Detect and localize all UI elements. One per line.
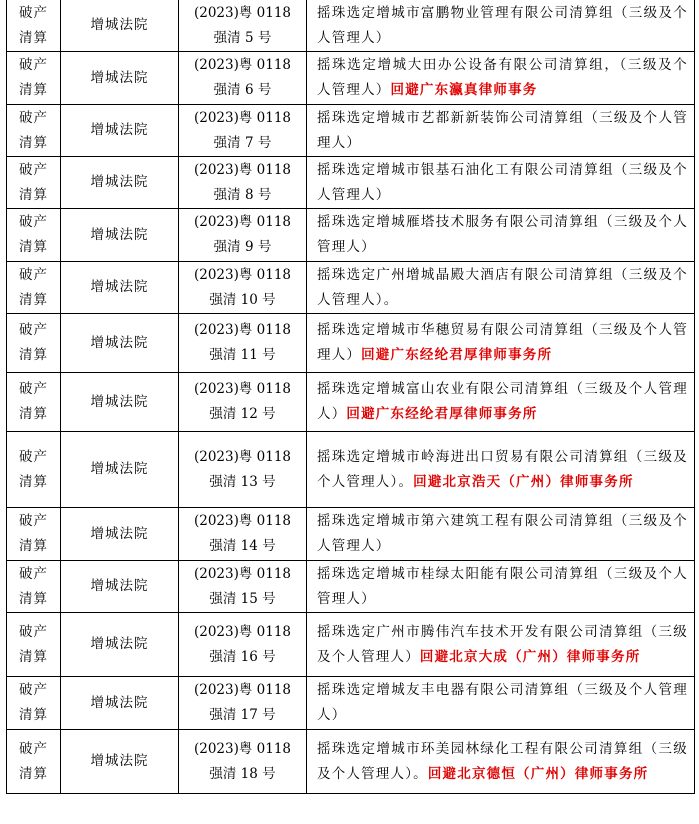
table-row — [7, 52, 695, 105]
selection-text: 摇珠选定增城市第六建筑工程有限公司清算组（三级及个人管理人） — [317, 513, 688, 554]
selection-text: 摇珠选定增城市华穗贸易有限公司清算组（三级及个人管理人） — [317, 322, 688, 363]
description-cell — [307, 157, 695, 209]
description-cell — [307, 373, 695, 432]
case-type-cell — [7, 373, 61, 432]
description-cell — [307, 209, 695, 262]
case-number-text: 强清 14 号 — [209, 538, 276, 554]
description-text — [317, 53, 688, 103]
description-cell — [307, 432, 695, 508]
case-number-text: (2023)粤 0118 — [193, 513, 292, 529]
table-row — [7, 677, 695, 730]
table-row — [7, 508, 695, 561]
case-type-text: 破产 — [19, 448, 48, 465]
case-type-text: 破产 — [19, 161, 48, 178]
case-number-cell — [179, 508, 307, 561]
case-number-text: 强清 13 号 — [209, 473, 276, 490]
description-text — [317, 737, 688, 787]
case-number-cell — [179, 613, 307, 677]
case-type-text: 破产 — [19, 565, 48, 582]
selection-text: 摇珠选定增城市环美园林绿化工程有限公司清算组（三级及个人管理人）。 — [317, 740, 688, 782]
case-type-text: 清算 — [19, 347, 48, 363]
description-text — [317, 445, 688, 495]
selection-text: 摇珠选定增城市富鹏物业管理有限公司清算组（三级及个人管理人） — [317, 4, 688, 46]
case-number-text: (2023)粤 0118 — [193, 57, 292, 73]
description-text — [317, 210, 688, 260]
case-type-cell — [7, 677, 61, 730]
court-cell: 增城法院 — [61, 677, 179, 730]
selection-text: 摇珠选定增城市岭海进出口贸易有限公司清算组（三级及个人管理人）。 — [317, 448, 688, 490]
description-cell — [307, 105, 695, 157]
selection-text: 摇珠选定增城市银基石油化工有限公司清算组（三级及个人管理人） — [317, 161, 688, 203]
case-number-cell — [179, 561, 307, 613]
court-cell: 增城法院 — [61, 373, 179, 432]
description-text — [317, 562, 688, 612]
case-type-cell — [7, 613, 61, 677]
court-cell: 增城法院 — [61, 730, 179, 794]
case-type-text: 破产 — [19, 109, 48, 126]
description-text — [317, 678, 688, 728]
case-type-text: 破产 — [19, 322, 48, 338]
case-type-cell — [7, 262, 61, 314]
case-number-text: 强清 18 号 — [209, 765, 276, 782]
case-number-cell — [179, 314, 307, 373]
court-cell: 增城法院 — [61, 105, 179, 157]
case-type-text: 清算 — [19, 707, 48, 723]
case-number-text: (2023)粤 0118 — [193, 322, 292, 338]
case-number-text: 强清 15 号 — [209, 590, 276, 607]
case-number-cell — [179, 432, 307, 508]
table-row — [7, 613, 695, 677]
case-number-cell — [179, 677, 307, 730]
case-type-cell — [7, 432, 61, 508]
description-text — [317, 158, 688, 208]
table-row — [7, 105, 695, 157]
case-type-text: 清算 — [19, 291, 48, 308]
table-row — [7, 314, 695, 373]
selection-text: 摇珠选定增城市桂绿太阳能有限公司清算组（三级及个人管理人） — [317, 565, 688, 607]
description-cell — [307, 730, 695, 794]
case-number-text: (2023)粤 0118 — [193, 109, 292, 126]
recusal-text: 回避北京浩天（广州）律师事务所 — [413, 473, 634, 490]
case-number-text: (2023)粤 0118 — [193, 448, 292, 465]
court-cell: 增城法院 — [61, 52, 179, 105]
case-number-text: 强清 7 号 — [213, 134, 272, 151]
court-cell: 增城法院 — [61, 508, 179, 561]
recusal-text: 回避广东瀛真律师事务 — [390, 82, 538, 98]
case-type-text: 破产 — [19, 682, 48, 698]
description-cell — [307, 52, 695, 105]
case-number-cell — [179, 373, 307, 432]
case-type-cell — [7, 730, 61, 794]
description-cell — [307, 0, 695, 52]
case-type-text: 破产 — [19, 266, 48, 283]
case-type-cell — [7, 157, 61, 209]
description-text — [317, 318, 688, 368]
recusal-text: 回避北京大成（广州）律师事务所 — [419, 648, 641, 665]
case-type-text: 清算 — [19, 186, 48, 203]
selection-text: 摇珠选定广州市腾伟汽车技术开发有限公司清算组（三级及个人管理人） — [317, 623, 688, 665]
description-text — [317, 106, 688, 156]
case-type-text: 破产 — [19, 623, 48, 640]
case-number-text: 强清 17 号 — [209, 707, 276, 723]
selection-text: 摇珠选定广州增城晶殿大酒店有限公司清算组（三级及个人管理人）。 — [317, 266, 688, 308]
case-type-text: 清算 — [19, 134, 48, 151]
court-cell: 增城法院 — [61, 613, 179, 677]
recusal-text: 回避广东经纶君厚律师事务所 — [346, 406, 538, 422]
case-type-cell — [7, 0, 61, 52]
recusal-text: 回避北京德恒（广州）律师事务所 — [427, 765, 649, 782]
case-number-text: (2023)粤 0118 — [193, 266, 292, 283]
table-row — [7, 432, 695, 508]
court-cell: 增城法院 — [61, 561, 179, 613]
case-number-text: (2023)粤 0118 — [193, 740, 292, 757]
table-row — [7, 730, 695, 794]
recusal-text: 回避广东经纶君厚律师事务所 — [361, 347, 553, 363]
court-cell: 增城法院 — [61, 157, 179, 209]
court-cell: 增城法院 — [61, 432, 179, 508]
selection-text: 摇珠选定增城富山农业有限公司清算组（三级及个人管理人） — [317, 381, 688, 422]
case-type-cell — [7, 105, 61, 157]
description-text — [317, 377, 688, 427]
case-table — [6, 0, 695, 794]
court-cell: 增城法院 — [61, 209, 179, 262]
case-type-text: 破产 — [19, 57, 48, 73]
court-cell: 增城法院 — [61, 0, 179, 52]
description-cell — [307, 613, 695, 677]
description-cell — [307, 314, 695, 373]
description-cell — [307, 262, 695, 314]
description-cell — [307, 561, 695, 613]
case-type-text: 清算 — [19, 82, 48, 98]
case-type-cell — [7, 561, 61, 613]
case-type-text: 破产 — [19, 513, 48, 529]
table-row — [7, 157, 695, 209]
case-type-text: 清算 — [19, 406, 48, 422]
case-number-cell — [179, 0, 307, 52]
case-type-text: 清算 — [19, 538, 48, 554]
case-number-text: (2023)粤 0118 — [193, 682, 292, 698]
description-text — [317, 263, 688, 313]
case-number-text: 强清 10 号 — [209, 291, 276, 308]
description-text — [317, 1, 688, 51]
case-type-text: 清算 — [19, 648, 48, 665]
case-number-text: (2023)粤 0118 — [193, 381, 292, 397]
case-number-text: (2023)粤 0118 — [193, 565, 292, 582]
case-type-text: 破产 — [19, 381, 48, 397]
case-number-text: (2023)粤 0118 — [193, 214, 292, 230]
table-row — [7, 209, 695, 262]
case-type-text: 清算 — [19, 239, 48, 255]
case-number-text: 强清 16 号 — [209, 648, 276, 665]
case-number-cell — [179, 209, 307, 262]
description-text — [317, 509, 688, 559]
case-type-cell — [7, 52, 61, 105]
table-row — [7, 0, 695, 52]
case-number-cell — [179, 157, 307, 209]
case-type-text: 清算 — [19, 473, 48, 490]
court-cell: 增城法院 — [61, 262, 179, 314]
case-number-text: 强清 6 号 — [213, 82, 272, 98]
case-type-text: 破产 — [19, 4, 48, 21]
case-number-cell — [179, 262, 307, 314]
case-number-text: 强清 9 号 — [213, 239, 272, 255]
case-type-text: 破产 — [19, 740, 48, 757]
case-type-text: 破产 — [19, 214, 48, 230]
case-number-cell — [179, 52, 307, 105]
selection-text: 摇珠选定增城市艺都新新装饰公司清算组（三级及个人管理人） — [317, 109, 688, 151]
case-number-text: 强清 8 号 — [213, 186, 272, 203]
court-cell: 增城法院 — [61, 314, 179, 373]
case-type-text: 清算 — [19, 29, 48, 46]
case-type-cell — [7, 508, 61, 561]
table-row — [7, 262, 695, 314]
case-type-cell — [7, 209, 61, 262]
table-row — [7, 373, 695, 432]
selection-text: 摇珠选定增城友丰电器有限公司清算组（三级及个人管理人） — [317, 682, 688, 723]
case-type-text: 清算 — [19, 590, 48, 607]
selection-text: 摇珠选定增城雁塔技术服务有限公司清算组（三级及个人管理人） — [317, 214, 688, 255]
case-number-text: 强清 11 号 — [209, 347, 276, 363]
case-number-cell — [179, 105, 307, 157]
description-text — [317, 620, 688, 670]
case-type-text: 清算 — [19, 765, 48, 782]
case-number-text: (2023)粤 0118 — [193, 161, 292, 178]
description-cell — [307, 677, 695, 730]
case-number-text: 强清 12 号 — [209, 406, 276, 422]
case-number-text: 强清 5 号 — [213, 29, 272, 46]
table-row — [7, 561, 695, 613]
description-cell — [307, 508, 695, 561]
case-type-cell — [7, 314, 61, 373]
case-number-text: (2023)粤 0118 — [193, 4, 292, 21]
case-number-text: (2023)粤 0118 — [193, 623, 292, 640]
case-number-cell — [179, 730, 307, 794]
selection-text: 摇珠选定增城大田办公设备有限公司清算组，（三级及个人管理人） — [317, 57, 688, 98]
